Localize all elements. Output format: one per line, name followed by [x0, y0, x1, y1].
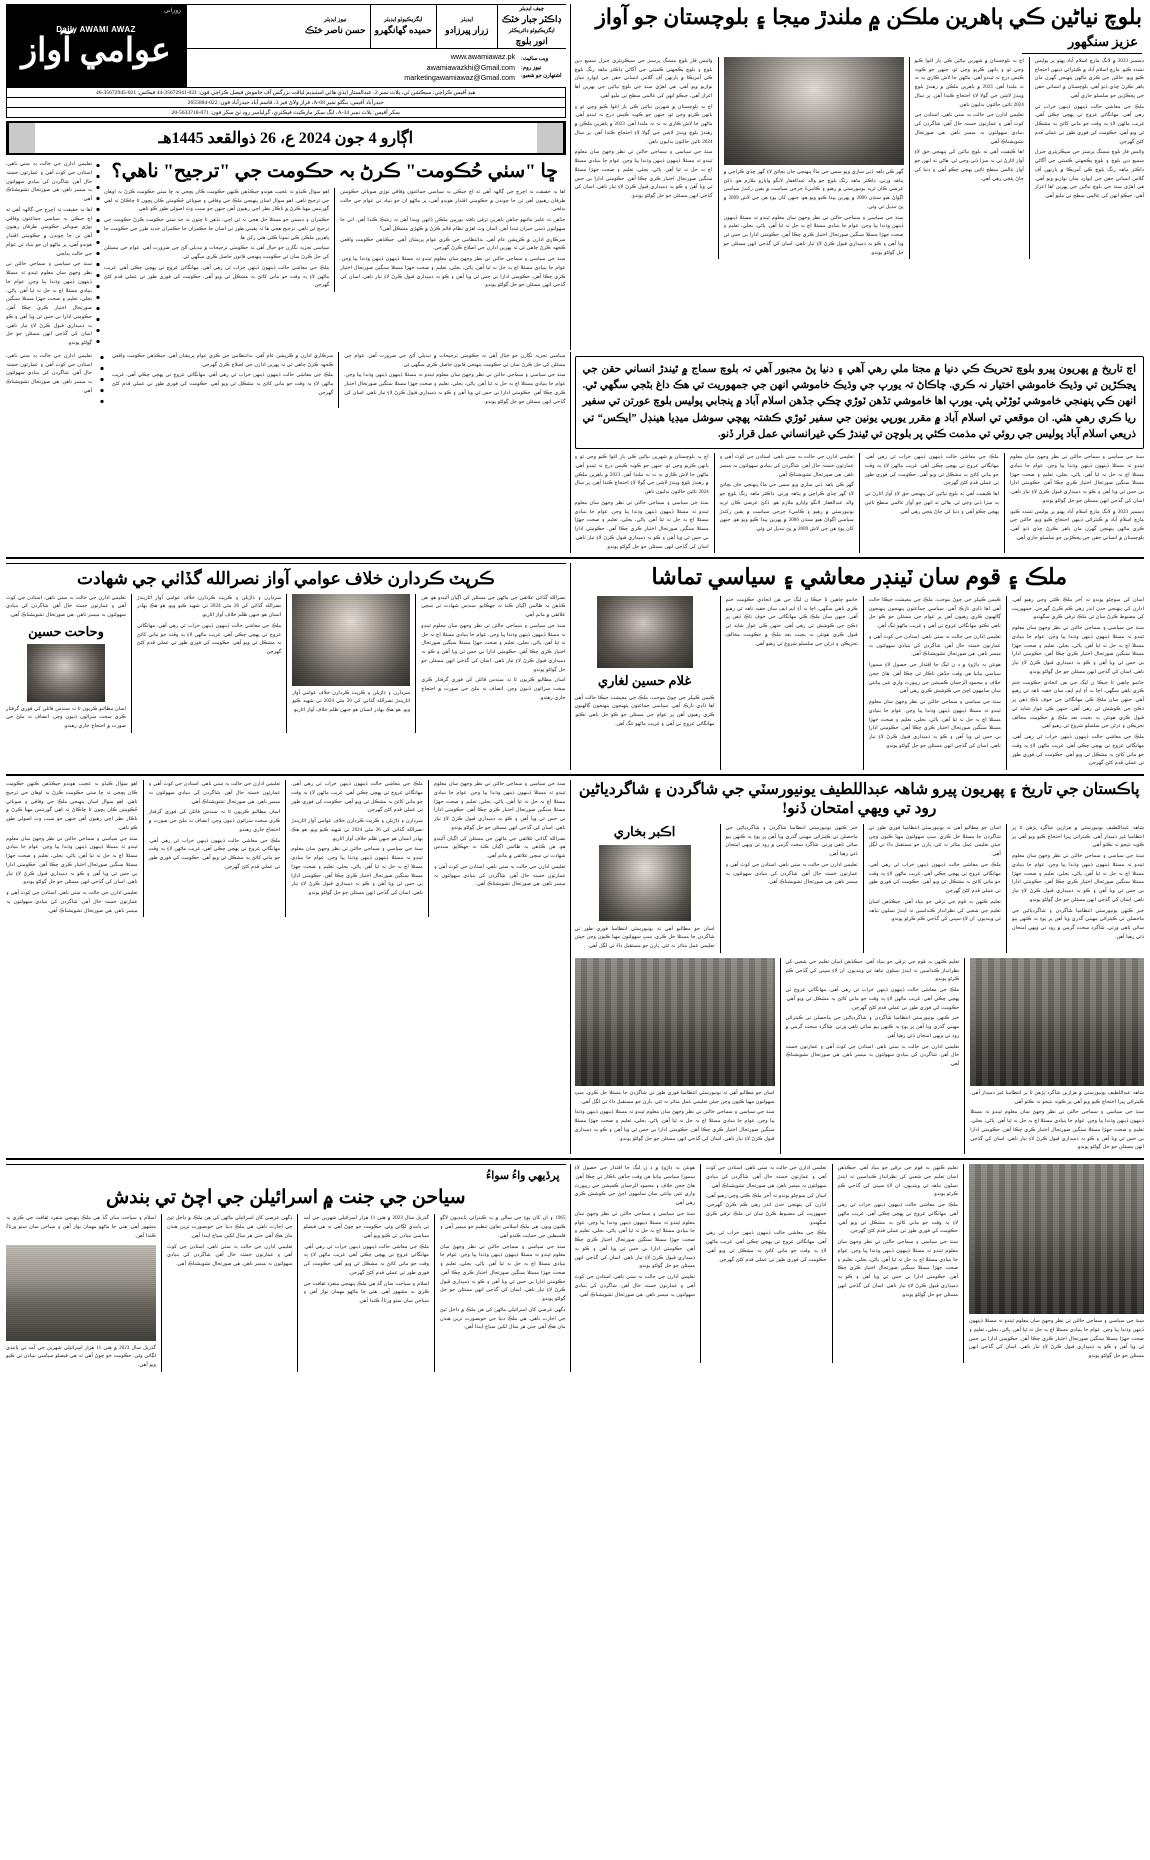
travel-photo-col: اسلام ۽ سياحت سان گڏ هي ملڪ پنهنجي منفرد ثقافت جي ڪري بہ مشهور آهي. هتي جا ماڻهو مهمان نواز آهن ۽ سياحن سان سٺو ورتاءُ ڪندا آهن. گذريل سال 2023 ۾ هتي 11 هزار اسرائيلي شهرين جي آمد تي پابندي لڳائي وئي. حڪومت جو چوڻ آهي تہ هي فيصلو سياسي بنيادن تي ڪيو ويو آهي. [5, 1215, 156, 1369]
bottom-photo-left [969, 1164, 1144, 1314]
right-continuation: سياسي تجزيہ نگارن جو خيال آهي تہ حڪومتي ترجيحات ۾ تبديلي آڻڻ جي ضرورت آهي. عوام جي مسئلن کي حل ڪرڻ سان ئي حڪومت پنهنجي قانون حاصل ڪري سگهي ٿي. سنڌ جي سياسي ۽ سماجي حالتن تي نظر وجهڻ سان معلوم ٿيندو تہ مسئلا ڏينهون ڏينهن وڌندا پيا وڃن. عوام جا بنيادي مسئلا اڄ بہ حل نہ ٿيا آهن. پاڻي، بجلي، تعليم ۽ صحت جهڙا مسئلا سنگين صورتحال اختيار ڪري چڪا آهن. حڪومتي ادارا بي حس ٿي ويا آهن ۽ ڪو بہ ذميداري قبول ڪرڻ لاءِ تيار ناهي. اسان کي گڏجي انهن مسئلن جو حل ڳولڻو پوندو. سرڪاري ادارن ۾ ڪرپشن عام آهي. بدانتظامي جي ڪري عوام پريشان آهي. جيڪڏهن حڪومت واقعي ڪجهہ ڪرڻ چاهي ٿي تہ پهرين ادارن جي اصلاح ڪرڻ گهرجي. ملڪ جي معاشي حالت ڏينهون ڏينهن خراب ٿي رهي آهي. مهانگائي عروج تي پهچي چڪي آهي. غريب ماڻهن لاءِ ٻہ وقت جو ماني کائڻ بہ مشڪل ٿي ويو آهي. حڪومت کي فوري طور تي عملي قدم کڻڻ گهرجن. تعليمي ادارن جي حالت بہ سٺي ناهي. استادن جي کوٽ آهي ۽ عمارتون خستہ حال آهن. شاگردن کي بنيادي سهولتون بہ ميسر ناهن. هي صورتحال تشويشناڪ آهي. [6, 352, 566, 409]
lead-byline: عزيز سنگهور [1068, 33, 1138, 49]
pull-quote-text: اڄ تاريخ ۾ پهريون پيرو بلوچ تحريڪ ڪي دنيا ۾ مجتا ملي رهي آهي ۽ دنيا پڻ مجبور آهي تہ بلوچ سماج ۾ ٿيندڙ انساني حقن جي ڀڃڪڙين تي وڌيڪ خاموشي اختيار نہ ڪري. چاڪاڻ تہ يورپ جي وڌيڪ خاموشي انهن جي جمهوريت تي هڪ داغ بڻجي سگهي ٿي. انهن ڪي پنهنجي خاموشي ٽوڙڻي پئي. يورپ اها خاموشي تڏهن ٽوڙي چڪي جڏهن اسلام آباد ۾ پنجابي پوليس بلوچ عورتن تي سفير ريا ڪري رهي هئي. ان موقعي تي اسلام آباد ۾ مقرر يورپي يونين جي سفير ٽوڙي ڪشتہ پهچي سوشل ميڊيا هينڊل ”ايڪس“ تي ذريعي اسلام آباد پوليس جي روئي تي مذمت ڪئي پر بلوچن تي ٿيندڙ ڪي غيرانساني عمل قرار ڏنو. [582, 363, 1136, 440]
pull-quote-box [575, 356, 1144, 449]
tender-col-1: خانمو چاهين ٿا جيڪا ن ليگ جي هن اتحادي حڪومت ختم ڪري ناهي سگهي. اچا بہ آءِ ايم ايف سان خفيہ ناهہ ٿي رهيو آهي. جنهن سان ملڪ ڪي مهانگائي جي خوف ناڪ ڏهن پر ڌڪڻ جي ڪوشش ٿي رهي آهي. جنهن ڪي عوار شايد ٿي قبول ڪري هونئن بہ بجيت بعد ملڪ ۾ حڪومت مخالف تحريڪن ۽ ڌرڻن جي سلسلو شروع ٿي رهيو آهي. [725, 596, 858, 647]
corrupt-col-2: نصرالله گڏاٺي علائقي جي ماڻهن جي مسئلن کي اڳيان آڻيندو هو. هن ڪڏهن بہ ظالمن اڳيان ڪنڌ نہ جهڪايو. سندس شهادت تي سڄي علائقي ۾ ماتم آهي. سنڌ جي سياسي ۽ سماجي حالتن تي نظر وجهڻ سان معلوم ٿيندو تہ مسئلا ڏينهون ڏينهن وڌندا پيا وڃن. عوام جا بنيادي مسئلا اڄ بہ حل نہ ٿيا آهن. پاڻي، بجلي، تعليم ۽ صحت جهڙا مسئلا سنگين صورتحال اختيار ڪري چڪا آهن. حڪومتي ادارا بي حس ٿي ويا آهن ۽ ڪو بہ ذميداري قبول ڪرڻ لاءِ تيار ناهي. اسان کي گڏجي انهن مسئلن جو حل ڳولڻو پوندو. اسان مطالبو ڪريون ٿا تہ سندس قاتلن کي فوري گرفتار ڪري سخت سزائون ڏنيون وڃن. انصاف نہ ملڻ جي صورت ۾ احتجاج جاري رهندو. [421, 594, 566, 701]
tender-photo-col: غلام حسين لغاري ڪيمن ڪيپلر جي چوڻ موجب، ملڪ جي معيشت جيڪا حالت آهي اها ڏاڍي نازڪ آهي. سياسي جماعتون پنهنجون پنهنجون ڳالهيون ڪري رهيون آهن پر عوام جي مسئلن جو ڪو حل ناهي نڪتو. مهانگائي عروج تي آهي ۽ غريب ماڻهو تنگ آهن. [575, 596, 715, 770]
date-bar-right-block [8, 123, 35, 153]
newspaper-page: بلوچ نياڻين ڪي ٻاهرين ملڪن ۾ ملندڙ ميجا ۽ بلوچستان جو آواز عزيز سنگهور ڊسمبر 2023 ۾ لانگ مارچ اسلام آباد پهتو پر پوليس تشدد ڪيو. مارچ اسلام آباد ۾ ڪيترائي ڏينهن احتجاج ڪيو ويو. حالتن جي ڪري ماڻهن پنهنجن گهرن مان ٻاهر نڪرڻ ڇڏي ڏنو آهي. بلوچستان ۾ انساني حقن جي ڀڃڪڙين جو سلسلو جاري آهي. ملڪ جي معاشي حالت ڏينهون ڏينهن خراب ٿي رهي آهي. مهانگائي عروج تي پهچي چڪي آهي. غريب ماڻهن لاءِ ٻہ وقت جو ماني کائڻ بہ مشڪل ٿي ويو آهي. حڪومت کي فوري طور تي عملي قدم کڻڻ گهرجن. وائيس فار بلوچ مسنگ پرسنز جي سيڪريٽري جنرل سميع دين بلوچ ۽ بلوچ يڪجهتي ڪميٽي جي آگاڻي ڊاڪٽر ماهہ رنگ بلوچ ڪي آمريڪا ۾ ٻارنهن آف گلاس انساني حقن جي ايوارڊ سان نوازيو ويو آهي. هي اهڙي سنڌ جي بلوچ نياڻين جي پهرين اها اعزاز آهي، جيڪو انهن کي عالمي سطح تي مليو آهي. اڄ بہ بلوچستان ۾ شهرين نياڻين ڪي ٻار اغوا ڪيو وڃي ٿو ۽ ٻانهن ڪريو وڃي ٿو، جنهن جو ڪوبہ ڪيس درج نہ ٿيندو آهي. ماڻهن جا لاش ڪاري بہ نہ نہ ملندا آهن. 2023 ۾ ٻاهرين ملڪن ۾ رهندڙ بلوچ ويندڙ لاشن جي ڳولا لاءِ احتجاج ڪندا آهن. پر سال 2024 تائين حالتون بدليون ناهن. تعليمي ادارن جي حالت بہ سٺي ناهي. استادن جي کوٽ آهي ۽ عمارتون خستہ حال آهن. شاگردن کي بنيادي سهولتون بہ ميسر ناهن. هي صورتحال تشويشناڪ آهي. اها ڪيفيت آهي ته بلوچ نياڻين کي پنهنجي حق لاءِ آواز اٿارڻ تي بہ سزا ڏني وڃي ٿي. هاڻي ته انهن جو آواز عالمي سطح تائين پهچي چڪو آهي ۽ دنيا کي ڄاڻ پئجي رهي آهي. گهر ڪي ٻاهہ ڏني سازي ويو سمي جي ماءُ پنهنجي جان بچائڻ لاءِ گهر ڇڏي ڪراچي ۾ پناهہ ورتي. ڊاڪٽر ماهہ رنگ بلوچ جو والد عبدالغفار لانگو واپارو ملازم هو. ڏکڻ عرصي ڪان ٿريد يونيورسٽي ۾ رهيو ۽ ڪاميءَ ڄرجي سياست ۾ يقين رکندڙ سياسي اڳواڻ هيو سنڌن 2006 ۾ پهرين پيدا ڪيو ويو هو. جنهن کان پوءِ هن جي لاش 2009 ۾ پڻ تبديل ٿي وئي. سنڌ جي سياسي ۽ سماجي حالتن تي نظر وجهڻ سان معلوم ٿيندو تہ مسئلا ڏينهون ڏينهن وڌندا پيا وڃن. عوام جا بنيادي مسئلا اڄ بہ حل نہ ٿيا آهن. پاڻي، بجلي، تعليم ۽ صحت جهڙا مسئلا سنگين صورتحال اختيار ڪري چڪا آهن. حڪومتي ادارا بي حس ٿي ويا آهن ۽ ڪو بہ ذميداري قبول ڪرڻ لاءِ تيار ناهي. اسان کي گڏجي انهن مسئلن جو حل ڳولڻو پوندو. وائيس فار بلوچ مسنگ پرسنز جي سيڪريٽري جنرل سميع دين بلوچ ۽ بلوچ يڪجهتي ڪميٽي جي آگاڻي ڊاڪٽر ماهہ رنگ بلوچ ڪي آمريڪا ۾ ٻارنهن آف گلاس انساني حقن جي ايوارڊ سان نوازيو ويو آهي. هي اهڙي سنڌ جي بلوچ نياڻين جي پهرين اها اعزاز آهي، جيڪو انهن کي عالمي سطح تي مليو آهي. اڄ بہ بلوچستان ۾ شهرين نياڻين ڪي ٻار اغوا ڪيو وڃي ٿو ۽ ٻانهن ڪريو وڃي ٿو، جنهن جو ڪوبہ ڪيس درج نہ ٿيندو آهي. ماڻهن جا لاش ڪاري بہ نہ نہ ملندا آهن. 2023 ۾ ٻاهرين ملڪن ۾ رهندڙ بلوچ ويندڙ لاشن جي ڳولا لاءِ احتجاج ڪندا آهن. پر سال 2024 تائين حالتون بدليون ناهن. سنڌ جي سياسي ۽ سماجي حالتن تي نظر وجهڻ سان معلوم ٿيندو تہ مسئلا ڏينهون ڏينهن وڌندا پيا وڃن. عوام جا بنيادي مسئلا اڄ بہ حل نہ ٿيا آهن. پاڻي، بجلي، تعليم ۽ صحت جهڙا مسئلا سنگين صورتحال اختيار ڪري چڪا آهن. حڪومتي ادارا بي حس ٿي ويا آهن ۽ ڪو بہ ذميداري قبول ڪرڻ لاءِ تيار ناهي. اسان کي گڏجي انهن مسئلن جو حل ڳولڻو پوندو. روزاني Daily AWAMI AWAZ عوامي آواز چيف ايڊيٽر ڊاڪٽر جبار خٽڪ ايگزيڪيوٽو ڊائريڪٽر انور بلوچ ايڊيٽر زرار پيرزادو ايگزيڪيوٽو ايڊيٽر حميده گهانگهرو نيوز ايڊيٽر حسن ناصر خٽڪ ويب سائيٽ: نيوز روم: اشتهارن جو شعبو: www.awamiawaz.pk awamiawazkhi@Gmail.com marketingawamiawaz@Gmail.com هيڊ آفيس ڪراچي: سيڪشن ٿي، پلاٽ نمبر 2، عبدالستار ايڌي هائي اسٽيڊيم لياقت بزرگس آف خاموش فيصل ڪراچي فون: 021-35672941-44 فيڪس: 021-35672945-46 حيدرآباد آفيس: بنگلو نمبر A-68، فراز ولاڻ فيز 3، قاسم آباد حيدرآباد فون: 022-2655884 سکر آفيس: پلاٽ نمبر A-34، ايگ سکر مارڪيٽ فيڪٽري، گرلياسر روڊ ٽڻ سکر فون: 071-5633718-20 اڳارو 4 جون 2024 ع، 26 ذوالقعد 1445هـ ڇا "سٺي حُڪومت" ڪرڻ بہ حڪومت جي "ترجيح" ناهي؟ اها بہ حقيقت نہ اچرج جي ڳالهہ آهي ته اڄ جيڪي بہ سياسي جماعتون وفاقي توڙي صوبائي حڪومتن طرفان رهيون آهن تن جا چوندن ۾ حڪومتي اقتدار هوندو آهي، پر ماڻهو ان جو بنياد تي عوام جي حالت بدلجي. جدّهن تہ عامر مائٺهو جدّهن ٻاهرين ترقي يافتہ يورپين ملڪن ڏانهن ويندا آهن تہ رشڪ ڪندا آهن. اتي جا سهولتون ڏسي حيران ٿيندا آهن. اسان وٽ اهڙي نظام قائم ڪرڻ ۾ ڪهڙي مشڪل آهي؟ سرڪاري ادارن ۾ ڪرپشن عام آهي. بدانتظامي جي ڪري عوام پريشان آهي. جيڪڏهن حڪومت واقعي ڪجهہ ڪرڻ چاهي ٿي تہ پهرين ادارن جي اصلاح ڪرڻ گهرجي. سنڌ جي سياسي ۽ سماجي حالتن تي نظر وجهڻ سان معلوم ٿيندو تہ مسئلا ڏينهون ڏينهن وڌندا پيا وڃن. عوام جا بنيادي مسئلا اڄ بہ حل نہ ٿيا آهن. پاڻي، بجلي، تعليم ۽ صحت جهڙا مسئلا سنگين صورتحال اختيار ڪري چڪا آهن. حڪومتي ادارا بي حس ٿي ويا آهن ۽ ڪو بہ ذميداري قبول ڪرڻ لاءِ تيار ناهي. اسان کي گڏجي انهن مسئلن جو حل ڳولڻو پوندو. اهو سوال ڪيڏو نہ عجيب هوندو جيڪڏهن ڪنهن حڪومت ڪان پڇجي تہ ڇا سٺي حڪومت ڪرڻ بہ اوهان جي ترجيح ناهي. اهو سوال اسان پنهنجي ملڪ جي وفاقي ۽ صوبائي حُڪومتن ڪان پڇون ٿا چاڪاڻ تہ اهي گورننس مهيا ڪرڻ ۾ ناڪار نظر اچي رهيون آهن جنهن جو سبب وٽ اصولي طور ڪو ناهي. حڪمران ۽ ڊسمن جو مسئلا حل هجي نہ ٿي اچي، تڏهن تا ڇٽون تہ جڏ سٺي حڪومت ڪرڻ حڪومت جي ترجيح ئي ناهي. ترجيح هجي ها تہ يقيني طور تي اسان جا حڪمران جا حڪمران جديد طرز جي حڪومت جا ٻاهرين ملڪن ڪي نمونا ڪئي هئي رکن ها. سياسي تجزيہ نگارن جو خيال آهي تہ حڪومتي ترجيحات ۾ تبديلي آڻڻ جي ضرورت آهي. عوام جي مسئلن کي حل ڪرڻ سان ئي حڪومت پنهنجي قانون حاصل ڪري سگهي ٿي. ملڪ جي معاشي حالت ڏينهون ڏينهن خراب ٿي رهي آهي. مهانگائي عروج تي پهچي چڪي آهي. غريب ماڻهن لاءِ ٻہ وقت جو ماني کائڻ بہ مشڪل ٿي ويو آهي. حڪومت کي فوري طور تي عملي قدم کڻڻ گهرجن. تعليمي ادارن جي حالت بہ سٺي ناهي. استادن جي کوٽ آهي ۽ عمارتون خستہ حال آهن. شاگردن کي بنيادي سهولتون بہ ميسر ناهن. هي صورتحال تشويشناڪ آهي. اها بہ حقيقت نہ اچرج جي ڳالهہ آهي ته اڄ جيڪي بہ سياسي جماعتون وفاقي توڙي صوبائي حڪومتن طرفان رهيون آهن تن جا چوندن ۾ حڪومتي اقتدار هوندو آهي، پر ماڻهو ان جو بنياد تي عوام جي حالت بدلجي. سنڌ جي سياسي ۽ سماجي حالتن تي نظر وجهڻ سان معلوم ٿيندو تہ مسئلا ڏينهون ڏينهن وڌندا پيا وڃن. عوام جا بنيادي مسئلا اڄ بہ حل نہ ٿيا آهن. پاڻي، بجلي، تعليم ۽ صحت جهڙا مسئلا سنگين صورتحال اختيار ڪري چڪا آهن. حڪومتي ادارا بي حس ٿي ويا آهن ۽ ڪو بہ ذميداري قبول ڪرڻ لاءِ تيار ناهي. اسان کي گڏجي انهن مسئلن جو حل ڳولڻو پوندو. اڄ تاريخ ۾ پهريون پيرو بلوچ تحريڪ ڪي دنيا ۾ مجتا ملي رهي آهي ۽ دنيا پڻ مجبور آهي تہ بلوچ سماج ۾ ٿيندڙ انساني حقن جي ڀڃڪڙين تي وڌيڪ خاموشي اختيار نہ ڪري. چاڪاڻ تہ يورپ جي وڌيڪ خاموشي انهن جي جمهوريت تي هڪ داغ بڻجي سگهي ٿي. انهن ڪي پنهنجي خاموشي ٽوڙڻي پئي. يورپ اها خاموشي تڏهن ٽوڙي چڪي جڏهن اسلام آباد ۾ پنجابي پوليس بلوچ عورتن تي سفير ريا ڪري رهي هئي. ان موقعي تي اسلام آباد ۾ مقرر يورپي يونين جي سفير ٽوڙي ڪشتہ پهچي سوشل ميڊيا هينڊل ”ايڪس“ تي ذريعي اسلام آباد پوليس جي روئي تي مذمت ڪئي پر بلوچن تي ٿيندڙ ڪي غيرانساني عمل قرار ڏنو. سنڌ جي سياسي ۽ سماجي حالتن تي نظر وجهڻ سان معلوم ٿيندو تہ مسئلا ڏينهون ڏينهن وڌندا پيا وڃن. عوام جا بنيادي مسئلا اڄ بہ حل نہ ٿيا آهن. پاڻي، بجلي، تعليم ۽ صحت جهڙا مسئلا سنگين صورتحال اختيار ڪري چڪا آهن. حڪومتي ادارا بي حس ٿي ويا آهن ۽ ڪو بہ ذميداري قبول ڪرڻ لاءِ تيار ناهي. اسان کي گڏجي انهن مسئلن جو حل ڳولڻو پوندو. ڊسمبر 2023 ۾ لانگ مارچ اسلام آباد پهتو پر پوليس تشدد ڪيو. مارچ اسلام آباد ۾ ڪيترائي ڏينهن احتجاج ڪيو ويو. حالتن جي ڪري ماڻهن پنهنجن گهرن مان ٻاهر نڪرڻ ڇڏي ڏنو آهي. بلوچستان ۾ انساني حقن جي ڀڃڪڙين جو سلسلو جاري آهي. ملڪ جي معاشي حالت ڏينهون ڏينهن خراب ٿي رهي آهي. مهانگائي عروج تي پهچي چڪي آهي. غريب ماڻهن لاءِ ٻہ وقت جو ماني کائڻ بہ مشڪل ٿي ويو آهي. حڪومت کي فوري طور تي عملي قدم کڻڻ گهرجن. اها ڪيفيت آهي ته بلوچ نياڻين کي پنهنجي حق لاءِ آواز اٿارڻ تي بہ سزا ڏني وڃي ٿي. هاڻي ته انهن جو آواز عالمي سطح تائين پهچي چڪو آهي ۽ دنيا کي ڄاڻ پئجي رهي آهي. تعليمي ادارن جي حالت بہ سٺي ناهي. استادن جي کوٽ آهي ۽ عمارتون خستہ حال آهن. شاگردن کي بنيادي سهولتون بہ ميسر ناهن. هي صورتحال تشويشناڪ آهي. گهر ڪي ٻاهہ ڏني سازي ويو سمي جي ماءُ پنهنجي جان بچائڻ لاءِ گهر ڇڏي ڪراچي ۾ پناهہ ورتي. ڊاڪٽر ماهہ رنگ بلوچ جو والد عبدالغفار لانگو واپارو ملازم هو. ڏکڻ عرصي ڪان ٿريد يونيورسٽي ۾ رهيو ۽ ڪاميءَ ڄرجي سياست ۾ يقين رکندڙ سياسي اڳواڻ هيو سنڌن 2006 ۾ پهرين پيدا ڪيو ويو هو. جنهن کان پوءِ هن جي لاش 2009 ۾ پڻ تبديل ٿي وئي. اڄ بہ بلوچستان ۾ شهرين نياڻين ڪي ٻار اغوا ڪيو وڃي ٿو ۽ ٻانهن ڪريو وڃي ٿو، جنهن جو ڪوبہ ڪيس درج نہ ٿيندو آهي. ماڻهن جا لاش ڪاري بہ نہ نہ ملندا آهن. 2023 ۾ ٻاهرين ملڪن ۾ رهندڙ بلوچ ويندڙ لاشن جي ڳولا لاءِ احتجاج ڪندا آهن. پر سال 2024 تائين حالتون بدليون ناهن. سنڌ جي سياسي ۽ سماجي حالتن تي نظر وجهڻ سان معلوم ٿيندو تہ مسئلا ڏينهون ڏينهن وڌندا پيا وڃن. عوام جا بنيادي مسئلا اڄ بہ حل نہ ٿيا آهن. پاڻي، بجلي، تعليم ۽ صحت جهڙا مسئلا سنگين صورتحال اختيار ڪري چڪا آهن. حڪومتي ادارا بي حس ٿي ويا آهن ۽ ڪو بہ ذميداري قبول ڪرڻ لاءِ تيار ناهي. اسان کي گڏجي انهن مسئلن جو حل ڳولڻو پوندو. سياسي تجزيہ نگارن جو خيال آهي تہ حڪومتي ترجيحات ۾ تبديلي آڻڻ جي ضرورت آهي. عوام جي مسئلن کي حل ڪرڻ سان ئي حڪومت پنهنجي قانون حاصل ڪري سگهي ٿي. سنڌ جي سياسي ۽ سماجي حالتن تي نظر وجهڻ سان معلوم ٿيندو تہ مسئلا ڏينهون ڏينهن وڌندا پيا وڃن. عوام جا بنيادي مسئلا اڄ بہ حل نہ ٿيا آهن. پاڻي، بجلي، تعليم ۽ صحت جهڙا مسئلا سنگين صورتحال اختيار ڪري چڪا آهن. حڪومتي ادارا بي حس ٿي ويا آهن ۽ ڪو بہ ذميداري قبول ڪرڻ لاءِ تيار ناهي. اسان کي گڏجي انهن مسئلن جو حل ڳولڻو پوندو. سرڪاري ادارن ۾ ڪرپشن عام آهي. بدانتظامي جي ڪري عوام پريشان آهي. جيڪڏهن حڪومت واقعي ڪجهہ ڪرڻ چاهي ٿي تہ پهرين ادارن جي اصلاح ڪرڻ گهرجي. ملڪ جي معاشي حالت ڏينهون ڏينهن خراب ٿي رهي آهي. مهانگائي عروج تي پهچي چڪي آهي. غريب ماڻهن لاءِ ٻہ وقت جو ماني کائڻ بہ مشڪل ٿي ويو آهي. حڪومت کي فوري طور تي عملي قدم کڻڻ گهرجن. تعليمي ادارن جي حالت بہ سٺي ناهي. استادن جي کوٽ آهي ۽ عمارتون خستہ حال آهن. شاگردن کي بنيادي سهولتون بہ ميسر ناهن. هي صورتحال تشويشناڪ آهي. ملڪ ۽ قوم سان ٽينڊر معاشي ۽ سياسي تماشا اسان کي سوچڻو پوندو تہ آخر ملڪ ڪٿي وڃي رهيو آهي. ادارن کي پنهنجي حدن اندر رهي ڪم ڪرڻ گهرجي. جمهوريت کي مضبوط ڪرڻ سان ئي ملڪ ترقي ڪري سگهندو. سنڌ جي سياسي ۽ سماجي حالتن تي نظر وجهڻ سان معلوم ٿيندو تہ مسئلا ڏينهون ڏينهن وڌندا پيا وڃن. عوام جا بنيادي مسئلا اڄ بہ حل نہ ٿيا آهن. پاڻي، بجلي، تعليم ۽ صحت جهڙا مسئلا سنگين صورتحال اختيار ڪري چڪا آهن. حڪومتي ادارا بي حس ٿي ويا آهن ۽ ڪو بہ ذميداري قبول ڪرڻ لاءِ تيار ناهي. اسان کي گڏجي انهن مسئلن جو حل ڳولڻو پوندو. خانمو چاهين ٿا جيڪا ن ليگ جي هن اتحادي حڪومت ختم ڪري ناهي سگهي. اچا بہ آءِ ايم ايف سان خفيہ ناهہ ٿي رهيو آهي. جنهن سان ملڪ ڪي مهانگائي جي خوف ناڪ ڏهن پر ڌڪڻ جي ڪوشش ٿي رهي آهي. جنهن ڪي عوار شايد ٿي قبول ڪري هونئن بہ بجيت بعد ملڪ ۾ حڪومت مخالف تحريڪن ۽ ڌرڻن جي سلسلو شروع ٿي رهيو آهي. ملڪ جي معاشي حالت ڏينهون ڏينهن خراب ٿي رهي آهي. مهانگائي عروج تي پهچي چڪي آهي. غريب ماڻهن لاءِ ٻہ وقت جو ماني کائڻ بہ مشڪل ٿي ويو آهي. حڪومت کي فوري طور تي عملي قدم کڻڻ گهرجن. ڪيمن ڪيپلر جي چوڻ موجب، ملڪ جي معيشت جيڪا حالت آهي اها ڏاڍي نازڪ آهي. سياسي جماعتون پنهنجون پنهنجون ڳالهيون ڪري رهيون آهن پر عوام جي مسئلن جو ڪو حل ناهي نڪتو. مهانگائي عروج تي آهي ۽ غريب ماڻهو تنگ آهن. تعليمي ادارن جي حالت بہ سٺي ناهي. استادن جي کوٽ آهي ۽ عمارتون خستہ حال آهن. شاگردن کي بنيادي سهولتون بہ ميسر ناهن. هي صورتحال تشويشناڪ آهي. هونئن بہ ڊاڙوءِ ۾ د ن ليگ جا اقتدار جي حصول لاءِ سمورا سياسي بيانيا هن وقت جدّهن ناڪار ٿي چڪا آهن. هاڻ ججن خلاف ۽ محمود الرحمان ڪميشن جي ريپورٽ واري نئين بيانئي سان سامهون اچڻ جي ڪوشش ڪري رهي آهي. سنڌ جي سياسي ۽ سماجي حالتن تي نظر وجهڻ سان معلوم ٿيندو تہ مسئلا ڏينهون ڏينهن وڌندا پيا وڃن. عوام جا بنيادي مسئلا اڄ بہ حل نہ ٿيا آهن. پاڻي، بجلي، تعليم ۽ صحت جهڙا مسئلا سنگين صورتحال اختيار ڪري چڪا آهن. حڪومتي ادارا بي حس ٿي ويا آهن ۽ ڪو بہ ذميداري قبول ڪرڻ لاءِ تيار ناهي. اسان کي گڏجي انهن مسئلن جو حل ڳولڻو پوندو. خانمو چاهين ٿا جيڪا ن ليگ جي هن اتحادي حڪومت ختم ڪري ناهي سگهي. اچا بہ آءِ ايم ايف سان خفيہ ناهہ ٿي رهيو آهي. جنهن سان ملڪ ڪي مهانگائي جي خوف ناڪ ڏهن پر ڌڪڻ جي ڪوشش ٿي رهي آهي. جنهن ڪي عوار شايد ٿي قبول ڪري هونئن بہ بجيت بعد ملڪ ۾ حڪومت مخالف تحريڪن ۽ ڌرڻن جي سلسلو شروع ٿي رهيو آهي. غلام حسين لغاري ڪيمن ڪيپلر جي چوڻ موجب، ملڪ جي معيشت جيڪا حالت آهي اها ڏاڍي نازڪ آهي. سياسي جماعتون پنهنجون پنهنجون ڳالهيون ڪري رهيون آهن پر عوام جي مسئلن جو ڪو حل ناهي نڪتو. مهانگائي عروج تي آهي ۽ غريب ماڻهو تنگ آهن. ڪرپٽ ڪردارن خلاف عوامي آواز نصرالله گڏاٺي جي شهادت نصرالله گڏاٺي علائقي جي ماڻهن جي مسئلن کي اڳيان آڻيندو هو. هن ڪڏهن بہ ظالمن اڳيان ڪنڌ نہ جهڪايو. سندس شهادت تي سڄي علائقي ۾ ماتم آهي. سنڌ جي سياسي ۽ سماجي حالتن تي نظر وجهڻ سان معلوم ٿيندو تہ مسئلا ڏينهون ڏينهن وڌندا پيا وڃن. عوام جا بنيادي مسئلا اڄ بہ حل نہ ٿيا آهن. پاڻي، بجلي، تعليم ۽ صحت جهڙا مسئلا سنگين صورتحال اختيار ڪري چڪا آهن. حڪومتي ادارا بي حس ٿي ويا آهن ۽ ڪو بہ ذميداري قبول ڪرڻ لاءِ تيار ناهي. اسان کي گڏجي انهن مسئلن جو حل ڳولڻو پوندو. اسان مطالبو ڪريون ٿا تہ سندس قاتلن کي فوري گرفتار ڪري سخت سزائون ڏنيون وڃن. انصاف نہ ملڻ جي صورت ۾ احتجاج جاري رهندو. سردارن ۽ ڌاڙيلن ۽ ڪرپٽ ڪردارن خلاف عوامي آواز اٿاريندڙ نصرالله گڏاٺي کي 26 مئي 2024 تي شهيد ڪيو ويو. هو هڪ بهادر انسان هو جنهن ظلم خلاف آواز اٿاريو. سردارن ۽ ڌاڙيلن ۽ ڪرپٽ ڪردارن خلاف عوامي آواز اٿاريندڙ نصرالله گڏاٺي کي 26 مئي 2024 تي شهيد ڪيو ويو. هو هڪ بهادر انسان هو جنهن ظلم خلاف آواز اٿاريو. ملڪ جي معاشي حالت ڏينهون ڏينهن خراب ٿي رهي آهي. مهانگائي عروج تي پهچي چڪي آهي. غريب ماڻهن لاءِ ٻہ وقت جو ماني کائڻ بہ مشڪل ٿي ويو آهي. حڪومت کي فوري طور تي عملي قدم کڻڻ گهرجن. تعليمي ادارن جي حالت بہ سٺي ناهي. استادن جي کوٽ آهي ۽ عمارتون خستہ حال آهن. شاگردن کي بنيادي سهولتون بہ ميسر ناهن. هي صورتحال تشويشناڪ آهي. وحاحت حسين اسان مطالبو ڪريون ٿا تہ سندس قاتلن کي فوري گرفتار ڪري سخت سزائون ڏنيون وڃن. انصاف نہ ملڻ جي صورت ۾ احتجاج جاري رهندو. پاڪستان جي تاريخ ۽ پهريون پيرو شاهہ عبداللطيف يونيورسٽي جي شاگردن ۽ شاگردياڻين رود تي ويهي امتحان ڏنو! شاهہ عبداللطيف يونيورسٽي ۾ هزارين شاگرد پڙهن ٿا پر انتظاميا غير ذميدار آهي. ڪيترائي ڀيرا احتجاج ڪيو ويو آهي پر ڪوبہ نتيجو نہ نڪتو آهي. سنڌ جي سياسي ۽ سماجي حالتن تي نظر وجهڻ سان معلوم ٿيندو تہ مسئلا ڏينهون ڏينهن وڌندا پيا وڃن. عوام جا بنيادي مسئلا اڄ بہ حل نہ ٿيا آهن. پاڻي، بجلي، تعليم ۽ صحت جهڙا مسئلا سنگين صورتحال اختيار ڪري چڪا آهن. حڪومتي ادارا بي حس ٿي ويا آهن ۽ ڪو بہ ذميداري قبول ڪرڻ لاءِ تيار ناهي. اسان کي گڏجي انهن مسئلن جو حل ڳولڻو پوندو. خبر ڪنهن يونيورسٽي انتظاميا شاگردن ۽ شاگردياڻين جي ماحصلن تي ڪيترائي مهيني گذري ويا آهن پر پوءِ بہ ڪنهن ٻيو سائي ناهي ورتي. شاگرد سخت گرمي ۾ رود تي ويهي امتحان ڏئي رهيا آهن. اسان جو مطالبو آهي تہ يونيورسٽي انتظاميا فوري طور تي شاگردن جا مسئلا حل ڪري. سڀ سهولتون مهيا ڪيون وڃن جيئن تعليمي عمل متاثر نہ ٿئي. ٻارن جو مستقبل داءَ تي لڳل آهي. ملڪ جي معاشي حالت ڏينهون ڏينهن خراب ٿي رهي آهي. مهانگائي عروج تي پهچي چڪي آهي. غريب ماڻهن لاءِ ٻہ وقت جو ماني کائڻ بہ مشڪل ٿي ويو آهي. حڪومت کي فوري طور تي عملي قدم کڻڻ گهرجن. تعليم ڪنهن بہ قوم جي ترقي جو بنياد آهي. جيڪڏهن اسان تعليم جي شعبي کي نظرانداز ڪنداسين تہ ايندڙ نسلون تباهہ ٿي وينديون. ان لاءِ سڀني کي گڏجي ڪم ڪرڻو پوندو. خبر ڪنهن يونيورسٽي انتظاميا شاگردن ۽ شاگردياڻين جي ماحصلن تي ڪيترائي مهيني گذري ويا آهن پر پوءِ بہ ڪنهن ٻيو سائي ناهي ورتي. شاگرد سخت گرمي ۾ رود تي ويهي امتحان ڏئي رهيا آهن. تعليمي ادارن جي حالت بہ سٺي ناهي. استادن جي کوٽ آهي ۽ عمارتون خستہ حال آهن. شاگردن کي بنيادي سهولتون بہ ميسر ناهن. هي صورتحال تشويشناڪ آهي. اڪبر بخاري اسان جو مطالبو آهي تہ يونيورسٽي انتظاميا فوري طور تي شاگردن جا مسئلا حل ڪري. سڀ سهولتون مهيا ڪيون وڃن جيئن تعليمي عمل متاثر نہ ٿئي. ٻارن جو مستقبل داءَ تي لڳل آهي. شاهہ عبداللطيف يونيورسٽي ۾ هزارين شاگرد پڙهن ٿا پر انتظاميا غير ذميدار آهي. ڪيترائي ڀيرا احتجاج ڪيو ويو آهي پر ڪوبہ نتيجو نہ نڪتو آهي. سنڌ جي سياسي ۽ سماجي حالتن تي نظر وجهڻ سان معلوم ٿيندو تہ مسئلا ڏينهون ڏينهن وڌندا پيا وڃن. عوام جا بنيادي مسئلا اڄ بہ حل نہ ٿيا آهن. پاڻي، بجلي، تعليم ۽ صحت جهڙا مسئلا سنگين صورتحال اختيار ڪري چڪا آهن. حڪومتي ادارا بي حس ٿي ويا آهن ۽ ڪو بہ ذميداري قبول ڪرڻ لاءِ تيار ناهي. اسان کي گڏجي انهن مسئلن جو حل ڳولڻو پوندو. تعليم ڪنهن بہ قوم جي ترقي جو بنياد آهي. جيڪڏهن اسان تعليم جي شعبي کي نظرانداز ڪنداسين تہ ايندڙ نسلون تباهہ ٿي وينديون. ان لاءِ سڀني کي گڏجي ڪم ڪرڻو پوندو. ملڪ جي معاشي حالت ڏينهون ڏينهن خراب ٿي رهي آهي. مهانگائي عروج تي پهچي چڪي آهي. غريب ماڻهن لاءِ ٻہ وقت جو ماني کائڻ بہ مشڪل ٿي ويو آهي. حڪومت کي فوري طور تي عملي قدم کڻڻ گهرجن. خبر ڪنهن يونيورسٽي انتظاميا شاگردن ۽ شاگردياڻين جي ماحصلن تي ڪيترائي مهيني گذري ويا آهن پر پوءِ بہ ڪنهن ٻيو سائي ناهي ورتي. شاگرد سخت گرمي ۾ رود تي ويهي امتحان ڏئي رهيا آهن. تعليمي ادارن جي حالت بہ سٺي ناهي. استادن جي کوٽ آهي ۽ عمارتون خستہ حال آهن. شاگردن کي بنيادي سهولتون بہ ميسر ناهن. هي صورتحال تشويشناڪ آهي. اسان جو مطالبو آهي تہ يونيورسٽي انتظاميا فوري طور تي شاگردن جا مسئلا حل ڪري. سڀ سهولتون مهيا ڪيون وڃن جيئن تعليمي عمل متاثر نہ ٿئي. ٻارن جو مستقبل داءَ تي لڳل آهي. سنڌ جي سياسي ۽ سماجي حالتن تي نظر وجهڻ سان معلوم ٿيندو تہ مسئلا ڏينهون ڏينهن وڌندا پيا وڃن. عوام جا بنيادي مسئلا اڄ بہ حل نہ ٿيا آهن. پاڻي، بجلي، تعليم ۽ صحت جهڙا مسئلا سنگين صورتحال اختيار ڪري چڪا آهن. حڪومتي ادارا بي حس ٿي ويا آهن ۽ ڪو بہ ذميداري قبول ڪرڻ لاءِ تيار ناهي. اسان کي گڏجي انهن مسئلن جو حل ڳولڻو پوندو. سنڌ جي سياسي ۽ سماجي حالتن تي نظر وجهڻ سان معلوم ٿيندو تہ مسئلا ڏينهون ڏينهن وڌندا پيا وڃن. عوام جا بنيادي مسئلا اڄ بہ حل نہ ٿيا آهن. پاڻي، بجلي، تعليم ۽ صحت جهڙا مسئلا سنگين صورتحال اختيار ڪري چڪا آهن. حڪومتي ادارا بي حس ٿي ويا آهن ۽ ڪو بہ ذميداري قبول ڪرڻ لاءِ تيار ناهي. اسان کي گڏجي انهن مسئلن جو حل ڳولڻو پوندو. نصرالله گڏاٺي علائقي جي ماڻهن جي مسئلن کي اڳيان آڻيندو هو. هن ڪڏهن بہ ظالمن اڳيان ڪنڌ نہ جهڪايو. سندس شهادت تي سڄي علائقي ۾ ماتم آهي. تعليمي ادارن جي حالت بہ سٺي ناهي. استادن جي کوٽ آهي ۽ عمارتون خستہ حال آهن. شاگردن کي بنيادي سهولتون بہ ميسر ناهن. هي صورتحال تشويشناڪ آهي. ملڪ جي معاشي حالت ڏينهون ڏينهن خراب ٿي رهي آهي. مهانگائي عروج تي پهچي چڪي آهي. غريب ماڻهن لاءِ ٻہ وقت جو ماني کائڻ بہ مشڪل ٿي ويو آهي. حڪومت کي فوري طور تي عملي قدم کڻڻ گهرجن. سردارن ۽ ڌاڙيلن ۽ ڪرپٽ ڪردارن خلاف عوامي آواز اٿاريندڙ نصرالله گڏاٺي کي 26 مئي 2024 تي شهيد ڪيو ويو. هو هڪ بهادر انسان هو جنهن ظلم خلاف آواز اٿاريو. سنڌ جي سياسي ۽ سماجي حالتن تي نظر وجهڻ سان معلوم ٿيندو تہ مسئلا ڏينهون ڏينهن وڌندا پيا وڃن. عوام جا بنيادي مسئلا اڄ بہ حل نہ ٿيا آهن. پاڻي، بجلي، تعليم ۽ صحت جهڙا مسئلا سنگين صورتحال اختيار ڪري چڪا آهن. حڪومتي ادارا بي حس ٿي ويا آهن ۽ ڪو بہ ذميداري قبول ڪرڻ لاءِ تيار ناهي. اسان کي گڏجي انهن مسئلن جو حل ڳولڻو پوندو. تعليمي ادارن جي حالت بہ سٺي ناهي. استادن جي کوٽ آهي ۽ عمارتون خستہ حال آهن. شاگردن کي بنيادي سهولتون بہ ميسر ناهن. هي صورتحال تشويشناڪ آهي. اسان مطالبو ڪريون ٿا تہ سندس قاتلن کي فوري گرفتار ڪري سخت سزائون ڏنيون وڃن. انصاف نہ ملڻ جي صورت ۾ احتجاج جاري رهندو. ملڪ جي معاشي حالت ڏينهون ڏينهن خراب ٿي رهي آهي. مهانگائي عروج تي پهچي چڪي آهي. غريب ماڻهن لاءِ ٻہ وقت جو ماني کائڻ بہ مشڪل ٿي ويو آهي. حڪومت کي فوري طور تي عملي قدم کڻڻ گهرجن. اهو سوال ڪيڏو نہ عجيب هوندو جيڪڏهن ڪنهن حڪومت ڪان پڇجي تہ ڇا سٺي حڪومت ڪرڻ بہ اوهان جي ترجيح ناهي. اهو سوال اسان پنهنجي ملڪ جي وفاقي ۽ صوبائي حُڪومتن ڪان پڇون ٿا چاڪاڻ تہ اهي گورننس مهيا ڪرڻ ۾ ناڪار نظر اچي رهيون آهن جنهن جو سبب وٽ اصولي طور ڪو ناهي. سنڌ جي سياسي ۽ سماجي حالتن تي نظر وجهڻ سان معلوم ٿيندو تہ مسئلا ڏينهون ڏينهن وڌندا پيا وڃن. عوام جا بنيادي مسئلا اڄ بہ حل نہ ٿيا آهن. پاڻي، بجلي، تعليم ۽ صحت جهڙا مسئلا سنگين صورتحال اختيار ڪري چڪا آهن. حڪومتي ادارا بي حس ٿي ويا آهن ۽ ڪو بہ ذميداري قبول ڪرڻ لاءِ تيار ناهي. اسان کي گڏجي انهن مسئلن جو حل ڳولڻو پوندو. تعليمي ادارن جي حالت بہ سٺي ناهي. استادن جي کوٽ آهي ۽ عمارتون خستہ حال آهن. شاگردن کي بنيادي سهولتون بہ ميسر ناهن. هي صورتحال تشويشناڪ آهي. سنڌ جي سياسي ۽ سماجي حالتن تي نظر وجهڻ سان معلوم ٿيندو تہ مسئلا ڏينهون ڏينهن وڌندا پيا وڃن. عوام جا بنيادي مسئلا اڄ بہ حل نہ ٿيا آهن. پاڻي، بجلي، تعليم ۽ صحت جهڙا مسئلا سنگين صورتحال اختيار ڪري چڪا آهن. حڪومتي ادارا بي حس ٿي ويا آهن ۽ ڪو بہ ذميداري قبول ڪرڻ لاءِ تيار ناهي. اسان کي گڏجي انهن مسئلن جو حل ڳولڻو پوندو. تعليم ڪنهن بہ قوم جي ترقي جو بنياد آهي. جيڪڏهن اسان تعليم جي شعبي کي نظرانداز ڪنداسين تہ ايندڙ نسلون تباهہ ٿي وينديون. ان لاءِ سڀني کي گڏجي ڪم ڪرڻو پوندو. ملڪ جي معاشي حالت ڏينهون ڏينهن خراب ٿي رهي آهي. مهانگائي عروج تي پهچي چڪي آهي. غريب ماڻهن لاءِ ٻہ وقت جو ماني کائڻ بہ مشڪل ٿي ويو آهي. حڪومت کي فوري طور تي عملي قدم کڻڻ گهرجن. سنڌ جي سياسي ۽ سماجي حالتن تي نظر وجهڻ سان معلوم ٿيندو تہ مسئلا ڏينهون ڏينهن وڌندا پيا وڃن. عوام جا بنيادي مسئلا اڄ بہ حل نہ ٿيا آهن. پاڻي، بجلي، تعليم ۽ صحت جهڙا مسئلا سنگين صورتحال اختيار ڪري چڪا آهن. حڪومتي ادارا بي حس ٿي ويا آهن ۽ ڪو بہ ذميداري قبول ڪرڻ لاءِ تيار ناهي. اسان کي گڏجي انهن مسئلن جو حل ڳولڻو پوندو. تعليمي ادارن جي حالت بہ سٺي ناهي. استادن جي کوٽ آهي ۽ عمارتون خستہ حال آهن. شاگردن کي بنيادي سهولتون بہ ميسر ناهن. هي صورتحال تشويشناڪ آهي. اسان کي سوچڻو پوندو تہ آخر ملڪ ڪٿي وڃي رهيو آهي. ادارن کي پنهنجي حدن اندر رهي ڪم ڪرڻ گهرجي. جمهوريت کي مضبوط ڪرڻ سان ئي ملڪ ترقي ڪري سگهندو. ملڪ جي معاشي حالت ڏينهون ڏينهن خراب ٿي رهي آهي. مهانگائي عروج تي پهچي چڪي آهي. غريب ماڻهن لاءِ ٻہ وقت جو ماني کائڻ بہ مشڪل ٿي ويو آهي. حڪومت کي فوري طور تي عملي قدم کڻڻ گهرجن. هونئن بہ ڊاڙوءِ ۾ د ن ليگ جا اقتدار جي حصول لاءِ سمورا سياسي بيانيا هن وقت جدّهن ناڪار ٿي چڪا آهن. هاڻ ججن خلاف ۽ محمود الرحمان ڪميشن جي ريپورٽ واري نئين بيانئي سان سامهون اچڻ جي ڪوشش ڪري رهي آهي. سنڌ جي سياسي ۽ سماجي حالتن تي نظر وجهڻ سان معلوم ٿيندو تہ مسئلا ڏينهون ڏينهن وڌندا پيا وڃن. عوام جا بنيادي مسئلا اڄ بہ حل نہ ٿيا آهن. پاڻي، بجلي، تعليم ۽ صحت جهڙا مسئلا سنگين صورتحال اختيار ڪري چڪا آهن. حڪومتي ادارا بي حس ٿي ويا آهن ۽ ڪو بہ ذميداري قبول ڪرڻ لاءِ تيار ناهي. اسان کي گڏجي انهن مسئلن جو حل ڳولڻو پوندو. تعليمي ادارن جي حالت بہ سٺي ناهي. استادن جي کوٽ آهي ۽ عمارتون خستہ حال آهن. شاگردن کي بنيادي سهولتون بہ ميسر ناهن. هي صورتحال تشويشناڪ آهي. پرڏيهي واءُ سواءُ سياحن جي جنت ۾ اسرائيلن جي اچڻ تي بندش 1965 ۽ ان کان پوءِ جي سالن ۾ بہ ڪيترائي پابنديون لاڳو ڪيون ويون. هي ملڪ اسلامي تعاون تنظيم جو ميمبر آهي ۽ فلسطين جي حمايت ڪندو آهي. سنڌ جي سياسي ۽ سماجي حالتن تي نظر وجهڻ سان معلوم ٿيندو تہ مسئلا ڏينهون ڏينهن وڌندا پيا وڃن. عوام جا بنيادي مسئلا اڄ بہ حل نہ ٿيا آهن. پاڻي، بجلي، تعليم ۽ صحت جهڙا مسئلا سنگين صورتحال اختيار ڪري چڪا آهن. حڪومتي ادارا بي حس ٿي ويا آهن ۽ ڪو بہ ذميداري قبول ڪرڻ لاءِ تيار ناهي. اسان کي گڏجي انهن مسئلن جو حل ڳولڻو پوندو. ڊگهي عرصي کان اسرائيلي ماڻهن کي هن ملڪ ۾ داخل ٿيڻ جي اجازت ناهي. هي ملڪ دنيا جي خوبصورت ترين هنڌن مان هڪ آهي جتي هر سال لکين سياح ايندا آهن. گذريل سال 2023 ۾ هتي 11 هزار اسرائيلي شهرين جي آمد تي پابندي لڳائي وئي. حڪومت جو چوڻ آهي تہ هي فيصلو سياسي بنيادن تي ڪيو ويو آهي. ملڪ جي معاشي حالت ڏينهون ڏينهن خراب ٿي رهي آهي. مهانگائي عروج تي پهچي چڪي آهي. غريب ماڻهن لاءِ ٻہ وقت جو ماني کائڻ بہ مشڪل ٿي ويو آهي. حڪومت کي فوري طور تي عملي قدم کڻڻ گهرجن. اسلام ۽ سياحت سان گڏ هي ملڪ پنهنجي منفرد ثقافت جي ڪري بہ مشهور آهي. هتي جا ماڻهو مهمان نواز آهن ۽ سياحن سان سٺو ورتاءُ ڪندا آهن. ڊگهي عرصي کان اسرائيلي ماڻهن کي هن ملڪ ۾ داخل ٿيڻ جي اجازت ناهي. هي ملڪ دنيا جي خوبصورت ترين هنڌن مان هڪ آهي جتي هر سال لکين سياح ايندا آهن. تعليمي ادارن جي حالت بہ سٺي ناهي. استادن جي کوٽ آهي ۽ عمارتون خستہ حال آهن. شاگردن کي بنيادي سهولتون بہ ميسر ناهن. هي صورتحال تشويشناڪ آهي. اسلام ۽ سياحت سان گڏ هي ملڪ پنهنجي منفرد ثقافت جي ڪري بہ مشهور آهي. هتي جا ماڻهو مهمان نواز آهن ۽ سياحن سان سٺو ورتاءُ ڪندا آهن. گذريل سال 2023 ۾ هتي 11 هزار اسرائيلي شهرين جي آمد تي پابندي لڳائي وئي. حڪومت جو چوڻ آهي تہ هي فيصلو سياسي بنيادن تي ڪيو ويو آهي. [0, 0, 1150, 1860]
shah-col-3: شاهہ عبداللطيف يونيورسٽي ۾ هزارين شاگرد پڙهن ٿا پر انتظاميا غير ذميدار آهي. ڪيترائي ڀيرا احتجاج ڪيو ويو آهي پر ڪوبہ نتيجو نہ نڪتو آهي. سنڌ جي سياسي ۽ سماجي حالتن تي نظر وجهڻ سان معلوم ٿيندو تہ مسئلا ڏينهون ڏينهن وڌندا پيا وڃن. عوام جا بنيادي مسئلا اڄ بہ حل نہ ٿيا آهن. پاڻي، بجلي، تعليم ۽ صحت جهڙا مسئلا سنگين صورتحال اختيار ڪري چڪا آهن. حڪومتي ادارا بي حس ٿي ويا آهن ۽ ڪو بہ ذميداري قبول ڪرڻ لاءِ تيار ناهي. اسان کي گڏجي انهن مسئلن جو حل ڳولڻو پوندو. خبر ڪنهن يونيورسٽي انتظاميا شاگردن ۽ شاگردياڻين جي ماحصلن تي ڪيترائي مهيني گذري ويا آهن پر پوءِ بہ ڪنهن ٻيو سائي ناهي ورتي. شاگرد سخت گرمي ۾ رود تي ويهي امتحان ڏئي رهيا آهن. [1011, 824, 1144, 940]
shah-headline: پاڪستان جي تاريخ ۽ پهريون پيرو شاهہ عبداللطيف يونيورسٽي جي شاگردن ۽ شاگردياڻين رود تي ويهي امتحان ڏنو! [578, 781, 1140, 818]
shah-article: پاڪستان جي تاريخ ۽ پهريون پيرو شاهہ عبداللطيف يونيورسٽي جي شاگردن ۽ شاگردياڻين رود تي ويهي امتحان ڏنو! شاهہ عبداللطيف يونيورسٽي ۾ هزارين شاگرد پڙهن ٿا پر انتظاميا غير ذميدار آهي. ڪيترائي ڀيرا احتجاج ڪيو ويو آهي پر ڪوبہ نتيجو نہ نڪتو آهي. سنڌ جي سياسي ۽ سماجي حالتن تي نظر وجهڻ سان معلوم ٿيندو تہ مسئلا ڏينهون ڏينهن وڌندا پيا وڃن. عوام جا بنيادي مسئلا اڄ بہ حل نہ ٿيا آهن. پاڻي، بجلي، تعليم ۽ صحت جهڙا مسئلا سنگين صورتحال اختيار ڪري چڪا آهن. حڪومتي ادارا بي حس ٿي ويا آهن ۽ ڪو بہ ذميداري قبول ڪرڻ لاءِ تيار ناهي. اسان کي گڏجي انهن مسئلن جو حل ڳولڻو پوندو. خبر ڪنهن يونيورسٽي انتظاميا شاگردن ۽ شاگردياڻين جي ماحصلن تي ڪيترائي مهيني گذري ويا آهن پر پوءِ بہ ڪنهن ٻيو سائي ناهي ورتي. شاگرد سخت گرمي ۾ رود تي ويهي امتحان ڏئي رهيا آهن. اسان جو مطالبو آهي تہ يونيورسٽي انتظاميا فوري طور تي شاگردن جا مسئلا حل ڪري. سڀ سهولتون مهيا ڪيون وڃن جيئن تعليمي عمل متاثر نہ ٿئي. ٻارن جو مستقبل داءَ تي لڳل آهي. ملڪ جي معاشي حالت ڏينهون ڏينهن خراب ٿي رهي آهي. مهانگائي عروج تي پهچي چڪي آهي. غريب ماڻهن لاءِ ٻہ وقت جو ماني کائڻ بہ مشڪل ٿي ويو آهي. حڪومت کي فوري طور تي عملي قدم کڻڻ گهرجن. تعليم ڪنهن بہ قوم جي ترقي جو بنياد آهي. جيڪڏهن اسان تعليم جي شعبي کي نظرانداز ڪنداسين تہ ايندڙ نسلون تباهہ ٿي وينديون. ان لاءِ سڀني کي گڏجي ڪم ڪرڻو پوندو. خبر ڪنهن يونيورسٽي انتظاميا شاگردن ۽ شاگردياڻين جي ماحصلن تي ڪيترائي مهيني گذري ويا آهن پر پوءِ بہ ڪنهن ٻيو سائي ناهي ورتي. شاگرد سخت گرمي ۾ رود تي ويهي امتحان ڏئي رهيا آهن. تعليمي ادارن جي حالت بہ سٺي ناهي. استادن جي کوٽ آهي ۽ عمارتون خستہ حال آهن. شاگردن کي بنيادي سهولتون بہ ميسر ناهن. هي صورتحال تشويشناڪ آهي. اڪبر بخاري اسان جو مطالبو آهي تہ يونيورسٽي انتظاميا فوري طور تي شاگردن جا مسئلا حل ڪري. سڀ سهولتون مهيا ڪيون وڃن جيئن تعليمي عمل متاثر نہ ٿئي. ٻارن جو مستقبل داءَ تي لڳل آهي. شاهہ عبداللطيف يونيورسٽي ۾ هزارين شاگرد پڙهن ٿا پر انتظاميا غير ذميدار آهي. ڪيترائي ڀيرا احتجاج ڪيو ويو آهي پر ڪوبہ نتيجو نہ نڪتو آهي. سنڌ جي سياسي ۽ سماجي حالتن تي نظر وجهڻ سان معلوم ٿيندو تہ مسئلا ڏينهون ڏينهن وڌندا پيا وڃن. عوام جا بنيادي مسئلا اڄ بہ حل نہ ٿيا آهن. پاڻي، بجلي، تعليم ۽ صحت جهڙا مسئلا سنگين صورتحال اختيار ڪري چڪا آهن. حڪومتي ادارا بي حس ٿي ويا آهن ۽ ڪو بہ ذميداري قبول ڪرڻ لاءِ تيار ناهي. اسان کي گڏجي انهن مسئلن جو حل ڳولڻو پوندو. تعليم ڪنهن بہ قوم جي ترقي جو بنياد آهي. جيڪڏهن اسان تعليم جي شعبي کي نظرانداز ڪنداسين تہ ايندڙ نسلون تباهہ ٿي وينديون. ان لاءِ سڀني کي گڏجي ڪم ڪرڻو پوندو. ملڪ جي معاشي حالت ڏينهون ڏينهن خراب ٿي رهي آهي. مهانگائي عروج تي پهچي چڪي آهي. غريب ماڻهن لاءِ ٻہ وقت جو ماني کائڻ بہ مشڪل ٿي ويو آهي. حڪومت کي فوري طور تي عملي قدم کڻڻ گهرجن. خبر ڪنهن يونيورسٽي انتظاميا شاگردن ۽ شاگردياڻين جي ماحصلن تي ڪيترائي مهيني گذري ويا آهن پر پوءِ بہ ڪنهن ٻيو سائي ناهي ورتي. شاگرد سخت گرمي ۾ رود تي ويهي امتحان ڏئي رهيا آهن. تعليمي ادارن جي حالت بہ سٺي ناهي. استادن جي کوٽ آهي ۽ عمارتون خستہ حال آهن. شاگردن کي بنيادي سهولتون بہ ميسر ناهن. هي صورتحال تشويشناڪ آهي. اسان جو مطالبو آهي تہ يونيورسٽي انتظاميا فوري طور تي شاگردن جا مسئلا حل ڪري. سڀ سهولتون مهيا ڪيون وڃن جيئن تعليمي عمل متاثر نہ ٿئي. ٻارن جو مستقبل داءَ تي لڳل آهي. سنڌ جي سياسي ۽ سماجي حالتن تي نظر وجهڻ سان معلوم ٿيندو تہ مسئلا ڏينهون ڏينهن وڌندا پيا وڃن. عوام جا بنيادي مسئلا اڄ بہ حل نہ ٿيا آهن. پاڻي، بجلي، تعليم ۽ صحت جهڙا مسئلا سنگين صورتحال اختيار ڪري چڪا آهن. حڪومتي ادارا بي حس ٿي ويا آهن ۽ ڪو بہ ذميداري قبول ڪرڻ لاءِ تيار ناهي. اسان کي گڏجي انهن مسئلن جو حل ڳولڻو پوندو. [575, 780, 1144, 1154]
corrupt-author-photo [27, 644, 105, 702]
lead-story [575, 4, 1144, 259]
newspaper-logo [6, 4, 186, 88]
office-sukkur: سکر آفيس: پلاٽ نمبر A-34، ايگ سکر مارڪيٽ فيڪٽري، گرلياسر روڊ ٽڻ سکر فون: 071-5633718-20 [171, 109, 400, 116]
lead-col-1: وائيس فار بلوچ مسنگ پرسنز جي سيڪريٽري جنرل سميع دين بلوچ ۽ بلوچ يڪجهتي ڪميٽي جي آگاڻي ڊاڪٽر ماهہ رنگ بلوچ ڪي آمريڪا ۾ ٻارنهن آف گلاس انساني حقن جي ايوارڊ سان نوازيو ويو آهي. هي اهڙي سنڌ جي بلوچ نياڻين جي پهرين اها اعزاز آهي، جيڪو انهن کي عالمي سطح تي مليو آهي. اڄ بہ بلوچستان ۾ شهرين نياڻين ڪي ٻار اغوا ڪيو وڃي ٿو ۽ ٻانهن ڪريو وڃي ٿو، جنهن جو ڪوبہ ڪيس درج نہ ٿيندو آهي. ماڻهن جا لاش ڪاري بہ نہ نہ ملندا آهن. 2023 ۾ ٻاهرين ملڪن ۾ رهندڙ بلوچ ويندڙ لاشن جي ڳولا لاءِ احتجاج ڪندا آهن. پر سال 2024 تائين حالتون بدليون ناهن. سنڌ جي سياسي ۽ سماجي حالتن تي نظر وجهڻ سان معلوم ٿيندو تہ مسئلا ڏينهون ڏينهن وڌندا پيا وڃن. عوام جا بنيادي مسئلا اڄ بہ حل نہ ٿيا آهن. پاڻي، بجلي، تعليم ۽ صحت جهڙا مسئلا سنگين صورتحال اختيار ڪري چڪا آهن. حڪومتي ادارا بي حس ٿي ويا آهن ۽ ڪو بہ ذميداري قبول ڪرڻ لاءِ تيار ناهي. اسان کي گڏجي انهن مسئلن جو حل ڳولڻو پوندو. [574, 57, 713, 200]
tender-byline: غلام حسين لغاري [597, 672, 692, 688]
office-karachi: هيڊ آفيس ڪراچي: سيڪشن ٿي، پلاٽ نمبر 2، عبدالستار ايڌي هائي اسٽيڊيم لياقت بزرگس آف خاموش فيصل ڪراچي فون: 021-35672941-44 فيڪس: 021-35672945-46 [7, 88, 565, 98]
students-photo-left [970, 958, 1144, 1086]
date-line: اڳارو 4 جون 2024 ع، 26 ذوالقعد 1445هـ [158, 130, 414, 147]
lead-photo-col: گهر ڪي ٻاهہ ڏني سازي ويو سمي جي ماءُ پنهنجي جان بچائڻ لاءِ گهر ڇڏي ڪراچي ۾ پناهہ ورتي. ڊاڪٽر ماهہ رنگ بلوچ جو والد عبدالغفار لانگو واپارو ملازم هو. ڏکڻ عرصي ڪان ٿريد يونيورسٽي ۾ رهيو ۽ ڪاميءَ ڄرجي سياست ۾ يقين رکندڙ سياسي اڳواڻ هيو سنڌن 2006 ۾ پهرين پيدا ڪيو ويو هو. جنهن کان پوءِ هن جي لاش 2009 ۾ پڻ تبديل ٿي وئي. سنڌ جي سياسي ۽ سماجي حالتن تي نظر وجهڻ سان معلوم ٿيندو تہ مسئلا ڏينهون ڏينهن وڌندا پيا وڃن. عوام جا بنيادي مسئلا اڄ بہ حل نہ ٿيا آهن. پاڻي، بجلي، تعليم ۽ صحت جهڙا مسئلا سنگين صورتحال اختيار ڪري چڪا آهن. حڪومتي ادارا بي حس ٿي ويا آهن ۽ ڪو بہ ذميداري قبول ڪرڻ لاءِ تيار ناهي. اسان کي گڏجي انهن مسئلن جو حل ڳولڻو پوندو. [724, 57, 904, 260]
lead-photo [724, 57, 904, 165]
corrupt-article [6, 563, 566, 733]
corrupt-headline: ڪرپٽ ڪردارن خلاف عوامي آواز نصرالله گڏاٺي جي شهادت [77, 569, 495, 589]
travel-col-2: گذريل سال 2023 ۾ هتي 11 هزار اسرائيلي شهرين جي آمد تي پابندي لڳائي وئي. حڪومت جو چوڻ آهي تہ هي فيصلو سياسي بنيادن تي ڪيو ويو آهي. ملڪ جي معاشي حالت ڏينهون ڏينهن خراب ٿي رهي آهي. مهانگائي عروج تي پهچي چڪي آهي. غريب ماڻهن لاءِ ٻہ وقت جو ماني کائڻ بہ مشڪل ٿي ويو آهي. حڪومت کي فوري طور تي عملي قدم کڻڻ گهرجن. اسلام ۽ سياحت سان گڏ هي ملڪ پنهنجي منفرد ثقافت جي ڪري بہ مشهور آهي. هتي جا ماڻهو مهمان نواز آهن ۽ سياحن سان سٺو ورتاءُ ڪندا آهن. [303, 1215, 430, 1305]
corrupt-subject-photo [292, 594, 410, 686]
tender-author-photo [597, 596, 693, 668]
travel-landscape-photo [6, 1245, 156, 1341]
travel-article [6, 1164, 566, 1372]
date-bar [6, 121, 566, 155]
shah-col-1: خبر ڪنهن يونيورسٽي انتظاميا شاگردن ۽ شاگردياڻين جي ماحصلن تي ڪيترائي مهيني گذري ويا آهن پر پوءِ بہ ڪنهن ٻيو سائي ناهي ورتي. شاگرد سخت گرمي ۾ رود تي ويهي امتحان ڏئي رهيا آهن. تعليمي ادارن جي حالت بہ سٺي ناهي. استادن جي کوٽ آهي ۽ عمارتون خستہ حال آهن. شاگردن کي بنيادي سهولتون بہ ميسر ناهن. هي صورتحال تشويشناڪ آهي. [725, 824, 858, 886]
right-lower: سنڌ جي سياسي ۽ سماجي حالتن تي نظر وجهڻ سان معلوم ٿيندو تہ مسئلا ڏينهون ڏينهن وڌندا پيا وڃن. عوام جا بنيادي مسئلا اڄ بہ حل نہ ٿيا آهن. پاڻي، بجلي، تعليم ۽ صحت جهڙا مسئلا سنگين صورتحال اختيار ڪري چڪا آهن. حڪومتي ادارا بي حس ٿي ويا آهن ۽ ڪو بہ ذميداري قبول ڪرڻ لاءِ تيار ناهي. اسان کي گڏجي انهن مسئلن جو حل ڳولڻو پوندو. نصرالله گڏاٺي علائقي جي ماڻهن جي مسئلن کي اڳيان آڻيندو هو. هن ڪڏهن بہ ظالمن اڳيان ڪنڌ نہ جهڪايو. سندس شهادت تي سڄي علائقي ۾ ماتم آهي. تعليمي ادارن جي حالت بہ سٺي ناهي. استادن جي کوٽ آهي ۽ عمارتون خستہ حال آهن. شاگردن کي بنيادي سهولتون بہ ميسر ناهن. هي صورتحال تشويشناڪ آهي. ملڪ جي معاشي حالت ڏينهون ڏينهن خراب ٿي رهي آهي. مهانگائي عروج تي پهچي چڪي آهي. غريب ماڻهن لاءِ ٻہ وقت جو ماني کائڻ بہ مشڪل ٿي ويو آهي. حڪومت کي فوري طور تي عملي قدم کڻڻ گهرجن. سردارن ۽ ڌاڙيلن ۽ ڪرپٽ ڪردارن خلاف عوامي آواز اٿاريندڙ نصرالله گڏاٺي کي 26 مئي 2024 تي شهيد ڪيو ويو. هو هڪ بهادر انسان هو جنهن ظلم خلاف آواز اٿاريو. سنڌ جي سياسي ۽ سماجي حالتن تي نظر وجهڻ سان معلوم ٿيندو تہ مسئلا ڏينهون ڏينهن وڌندا پيا وڃن. عوام جا بنيادي مسئلا اڄ بہ حل نہ ٿيا آهن. پاڻي، بجلي، تعليم ۽ صحت جهڙا مسئلا سنگين صورتحال اختيار ڪري چڪا آهن. حڪومتي ادارا بي حس ٿي ويا آهن ۽ ڪو بہ ذميداري قبول ڪرڻ لاءِ تيار ناهي. اسان کي گڏجي انهن مسئلن جو حل ڳولڻو پوندو. تعليمي ادارن جي حالت بہ سٺي ناهي. استادن جي کوٽ آهي ۽ عمارتون خستہ حال آهن. شاگردن کي بنيادي سهولتون بہ ميسر ناهن. هي صورتحال تشويشناڪ آهي. اسان مطالبو ڪريون ٿا تہ سندس قاتلن کي فوري گرفتار ڪري سخت سزائون ڏنيون وڃن. انصاف نہ ملڻ جي صورت ۾ احتجاج جاري رهندو. ملڪ جي معاشي حالت ڏينهون ڏينهن خراب ٿي رهي آهي. مهانگائي عروج تي پهچي چڪي آهي. غريب ماڻهن لاءِ ٻہ وقت جو ماني کائڻ بہ مشڪل ٿي ويو آهي. حڪومت کي فوري طور تي عملي قدم کڻڻ گهرجن. اهو سوال ڪيڏو نہ عجيب هوندو جيڪڏهن ڪنهن حڪومت ڪان پڇجي تہ ڇا سٺي حڪومت ڪرڻ بہ اوهان جي ترجيح ناهي. اهو سوال اسان پنهنجي ملڪ جي وفاقي ۽ صوبائي حُڪومتن ڪان پڇون ٿا چاڪاڻ تہ اهي گورننس مهيا ڪرڻ ۾ ناڪار نظر اچي رهيون آهن جنهن جو سبب وٽ اصولي طور ڪو ناهي. سنڌ جي سياسي ۽ سماجي حالتن تي نظر وجهڻ سان معلوم ٿيندو تہ مسئلا ڏينهون ڏينهن وڌندا پيا وڃن. عوام جا بنيادي مسئلا اڄ بہ حل نہ ٿيا آهن. پاڻي، بجلي، تعليم ۽ صحت جهڙا مسئلا سنگين صورتحال اختيار ڪري چڪا آهن. حڪومتي ادارا بي حس ٿي ويا آهن ۽ ڪو بہ ذميداري قبول ڪرڻ لاءِ تيار ناهي. اسان کي گڏجي انهن مسئلن جو حل ڳولڻو پوندو. تعليمي ادارن جي حالت بہ سٺي ناهي. استادن جي کوٽ آهي ۽ عمارتون خستہ حال آهن. شاگردن کي بنيادي سهولتون بہ ميسر ناهن. هي صورتحال تشويشناڪ آهي. [6, 780, 566, 917]
shah-lower-col: تعليم ڪنهن بہ قوم جي ترقي جو بنياد آهي. جيڪڏهن اسان تعليم جي شعبي کي نظرانداز ڪنداسين تہ ايندڙ نسلون تباهہ ٿي وينديون. ان لاءِ سڀني کي گڏجي ڪم ڪرڻو پوندو. ملڪ جي معاشي حالت ڏينهون ڏينهن خراب ٿي رهي آهي. مهانگائي عروج تي پهچي چڪي آهي. غريب ماڻهن لاءِ ٻہ وقت جو ماني کائڻ بہ مشڪل ٿي ويو آهي. حڪومت کي فوري طور تي عملي قدم کڻڻ گهرجن. خبر ڪنهن يونيورسٽي انتظاميا شاگردن ۽ شاگردياڻين جي ماحصلن تي ڪيترائي مهيني گذري ويا آهن پر پوءِ بہ ڪنهن ٻيو سائي ناهي ورتي. شاگرد سخت گرمي ۾ رود تي ويهي امتحان ڏئي رهيا آهن. تعليمي ادارن جي حالت بہ سٺي ناهي. استادن جي کوٽ آهي ۽ عمارتون خستہ حال آهن. شاگردن کي بنيادي سهولتون بہ ميسر ناهن. هي صورتحال تشويشناڪ آهي. [785, 958, 960, 1068]
students-photo-right [575, 958, 775, 1086]
tender-col-2: ڪيمن ڪيپلر جي چوڻ موجب، ملڪ جي معيشت جيڪا حالت آهي اها ڏاڍي نازڪ آهي. سياسي جماعتون پنهنجون پنهنجون ڳالهيون ڪري رهيون آهن پر عوام جي مسئلن جو ڪو حل ناهي نڪتو. مهانگائي عروج تي آهي ۽ غريب ماڻهو تنگ آهن. تعليمي ادارن جي حالت بہ سٺي ناهي. استادن جي کوٽ آهي ۽ عمارتون خستہ حال آهن. شاگردن کي بنيادي سهولتون بہ ميسر ناهن. هي صورتحال تشويشناڪ آهي. هونئن بہ ڊاڙوءِ ۾ د ن ليگ جا اقتدار جي حصول لاءِ سمورا سياسي بيانيا هن وقت جدّهن ناڪار ٿي چڪا آهن. هاڻ ججن خلاف ۽ محمود الرحمان ڪميشن جي ريپورٽ واري نئين بيانئي سان سامهون اچڻ جي ڪوشش ڪري رهي آهي. سنڌ جي سياسي ۽ سماجي حالتن تي نظر وجهڻ سان معلوم ٿيندو تہ مسئلا ڏينهون ڏينهن وڌندا پيا وڃن. عوام جا بنيادي مسئلا اڄ بہ حل نہ ٿيا آهن. پاڻي، بجلي، تعليم ۽ صحت جهڙا مسئلا سنگين صورتحال اختيار ڪري چڪا آهن. حڪومتي ادارا بي حس ٿي ويا آهن ۽ ڪو بہ ذميداري قبول ڪرڻ لاءِ تيار ناهي. اسان کي گڏجي انهن مسئلن جو حل ڳولڻو پوندو. [868, 596, 1001, 749]
corrupt-author-col: تعليمي ادارن جي حالت بہ سٺي ناهي. استادن جي کوٽ آهي ۽ عمارتون خستہ حال آهن. شاگردن کي بنيادي سهولتون بہ ميسر ناهن. هي صورتحال تشويشناڪ آهي. وحاحت حسين اسان مطالبو ڪريون ٿا تہ سندس قاتلن کي فوري گرفتار ڪري سخت سزائون ڏنيون وڃن. انصاف نہ ملڻ جي صورت ۾ احتجاج جاري رهندو. [5, 594, 126, 730]
staff-exec-editor: ايگزيڪيوٽو ايڊيٽر حميده گهانگهرو [370, 5, 436, 48]
logo-corner-mark: روزاني [163, 8, 181, 14]
contact-block [186, 49, 566, 88]
logo-sindhi-name: عوامي آواز [21, 32, 171, 69]
ads-email[interactable]: marketingawamiawaz@Gmail.com [404, 73, 516, 83]
shah-col-2: اسان جو مطالبو آهي تہ يونيورسٽي انتظاميا فوري طور تي شاگردن جا مسئلا حل ڪري. سڀ سهولتون مهيا ڪيون وڃن جيئن تعليمي عمل متاثر نہ ٿئي. ٻارن جو مستقبل داءَ تي لڳل آهي. ملڪ جي معاشي حالت ڏينهون ڏينهن خراب ٿي رهي آهي. مهانگائي عروج تي پهچي چڪي آهي. غريب ماڻهن لاءِ ٻہ وقت جو ماني کائڻ بہ مشڪل ٿي ويو آهي. حڪومت کي فوري طور تي عملي قدم کڻڻ گهرجن. تعليم ڪنهن بہ قوم جي ترقي جو بنياد آهي. جيڪڏهن اسان تعليم جي شعبي کي نظرانداز ڪنداسين تہ ايندڙ نسلون تباهہ ٿي وينديون. ان لاءِ سڀني کي گڏجي ڪم ڪرڻو پوندو. [868, 824, 1001, 923]
corrupt-byline: وحاحت حسين [28, 623, 104, 639]
column-dot-separator [95, 160, 101, 350]
date-bar-left-block [537, 123, 564, 153]
staff-news-editor: نيوز ايڊيٽر حسن ناصر خٽڪ [305, 17, 366, 35]
travel-headline: سياحن جي جنت ۾ اسرائيلن جي اچڻ تي بندش [105, 1186, 466, 1208]
newsroom-email[interactable]: awamiawazkhi@Gmail.com [426, 62, 516, 72]
travel-kicker: پرڏيهي واءُ سواءُ [486, 1170, 560, 1183]
good-govt-sidecol: تعليمي ادارن جي حالت بہ سٺي ناهي. استادن جي کوٽ آهي ۽ عمارتون خستہ حال آهن. شاگردن کي بنيادي سهولتون بہ ميسر ناهن. هي صورتحال تشويشناڪ آهي. اها بہ حقيقت نہ اچرج جي ڳالهہ آهي ته اڄ جيڪي بہ سياسي جماعتون وفاقي توڙي صوبائي حڪومتن طرفان رهيون آهن تن جا چوندن ۾ حڪومتي اقتدار هوندو آهي، پر ماڻهو ان جو بنياد تي عوام جي حالت بدلجي. سنڌ جي سياسي ۽ سماجي حالتن تي نظر وجهڻ سان معلوم ٿيندو تہ مسئلا ڏينهون ڏينهن وڌندا پيا وڃن. عوام جا بنيادي مسئلا اڄ بہ حل نہ ٿيا آهن. پاڻي، بجلي، تعليم ۽ صحت جهڙا مسئلا سنگين صورتحال اختيار ڪري چڪا آهن. حڪومتي ادارا بي حس ٿي ويا آهن ۽ ڪو بہ ذميداري قبول ڪرڻ لاءِ تيار ناهي. اسان کي گڏجي انهن مسئلن جو حل ڳولڻو پوندو. [5, 161, 92, 346]
label-website: ويب سائيٽ: [521, 56, 549, 63]
travel-col-3: 1965 ۽ ان کان پوءِ جي سالن ۾ بہ ڪيترائي پابنديون لاڳو ڪيون ويون. هي ملڪ اسلامي تعاون تنظيم جو ميمبر آهي ۽ فلسطين جي حمايت ڪندو آهي. سنڌ جي سياسي ۽ سماجي حالتن تي نظر وجهڻ سان معلوم ٿيندو تہ مسئلا ڏينهون ڏينهن وڌندا پيا وڃن. عوام جا بنيادي مسئلا اڄ بہ حل نہ ٿيا آهن. پاڻي، بجلي، تعليم ۽ صحت جهڙا مسئلا سنگين صورتحال اختيار ڪري چڪا آهن. حڪومتي ادارا بي حس ٿي ويا آهن ۽ ڪو بہ ذميداري قبول ڪرڻ لاءِ تيار ناهي. اسان کي گڏجي انهن مسئلن جو حل ڳولڻو پوندو. ڊگهي عرصي کان اسرائيلي ماڻهن کي هن ملڪ ۾ داخل ٿيڻ جي اجازت ناهي. هي ملڪ دنيا جي خوبصورت ترين هنڌن مان هڪ آهي جتي هر سال لکين سياح ايندا آهن. [440, 1215, 566, 1331]
corrupt-col-1: سردارن ۽ ڌاڙيلن ۽ ڪرپٽ ڪردارن خلاف عوامي آواز اٿاريندڙ نصرالله گڏاٺي کي 26 مئي 2024 تي شهيد ڪيو ويو. هو هڪ بهادر انسان هو جنهن ظلم خلاف آواز اٿاريو. ملڪ جي معاشي حالت ڏينهون ڏينهن خراب ٿي رهي آهي. مهانگائي عروج تي پهچي چڪي آهي. غريب ماڻهن لاءِ ٻہ وقت جو ماني کائڻ بہ مشڪل ٿي ويو آهي. حڪومت کي فوري طور تي عملي قدم کڻڻ گهرجن. [136, 594, 282, 656]
lead-col-4: ڊسمبر 2023 ۾ لانگ مارچ اسلام آباد پهتو پر پوليس تشدد ڪيو. مارچ اسلام آباد ۾ ڪيترائي ڏينهن احتجاج ڪيو ويو. حالتن جي ڪري ماڻهن پنهنجن گهرن مان ٻاهر نڪرڻ ڇڏي ڏنو آهي. بلوچستان ۾ انساني حقن جي ڀڃڪڙين جو سلسلو جاري آهي. ملڪ جي معاشي حالت ڏينهون ڏينهن خراب ٿي رهي آهي. مهانگائي عروج تي پهچي چڪي آهي. غريب ماڻهن لاءِ ٻہ وقت جو ماني کائڻ بہ مشڪل ٿي ويو آهي. حڪومت کي فوري طور تي عملي قدم کڻڻ گهرجن. وائيس فار بلوچ مسنگ پرسنز جي سيڪريٽري جنرل سميع دين بلوچ ۽ بلوچ يڪجهتي ڪميٽي جي آگاڻي ڊاڪٽر ماهہ رنگ بلوچ ڪي آمريڪا ۾ ٻارنهن آف گلاس انساني حقن جي ايوارڊ سان نوازيو ويو آهي. هي اهڙي سنڌ جي بلوچ نياڻين جي پهرين اها اعزاز آهي، جيڪو انهن کي عالمي سطح تي مليو آهي. [1034, 57, 1144, 200]
corrupt-photo-col: سردارن ۽ ڌاڙيلن ۽ ڪرپٽ ڪردارن خلاف عوامي آواز اٿاريندڙ نصرالله گڏاٺي کي 26 مئي 2024 تي شهيد ڪيو ويو. هو هڪ بهادر انسان هو جنهن ظلم خلاف آواز اٿاريو. [292, 594, 410, 733]
label-newsroom: نيوز روم: [521, 64, 542, 71]
lead-col-3: اڄ بہ بلوچستان ۾ شهرين نياڻين ڪي ٻار اغوا ڪيو وڃي ٿو ۽ ٻانهن ڪريو وڃي ٿو، جنهن جو ڪوبہ ڪيس درج نہ ٿيندو آهي. ماڻهن جا لاش ڪاري بہ نہ نہ ملندا آهن. 2023 ۾ ٻاهرين ملڪن ۾ رهندڙ بلوچ ويندڙ لاشن جي ڳولا لاءِ احتجاج ڪندا آهن. پر سال 2024 تائين حالتون بدليون ناهن. تعليمي ادارن جي حالت بہ سٺي ناهي. استادن جي کوٽ آهي ۽ عمارتون خستہ حال آهن. شاگردن کي بنيادي سهولتون بہ ميسر ناهن. هي صورتحال تشويشناڪ آهي. اها ڪيفيت آهي ته بلوچ نياڻين کي پنهنجي حق لاءِ آواز اٿارڻ تي بہ سزا ڏني وڃي ٿي. هاڻي ته انهن جو آواز عالمي سطح تائين پهچي چڪو آهي ۽ دنيا کي ڄاڻ پئجي رهي آهي. [914, 57, 1024, 182]
shah-photo-col: اڪبر بخاري اسان جو مطالبو آهي تہ يونيورسٽي انتظاميا فوري طور تي شاگردن جا مسئلا حل ڪري. سڀ سهولتون مهيا ڪيون وڃن جيئن تعليمي عمل متاثر نہ ٿئي. ٻارن جو مستقبل داءَ تي لڳل آهي. [574, 823, 715, 950]
tender-headline: ملڪ ۽ قوم سان ٽينڊر معاشي ۽ سياسي تماشا [651, 564, 1067, 590]
label-ads: اشتهارن جو شعبو: [521, 73, 562, 80]
shah-author-photo [599, 845, 691, 921]
good-govt-headline: ڇا "سٺي حُڪومت" ڪرڻ بہ حڪومت جي "ترجيح" ناهي؟ [111, 161, 558, 182]
shah-byline: اڪبر بخاري [613, 823, 676, 839]
tender-col-3: اسان کي سوچڻو پوندو تہ آخر ملڪ ڪٿي وڃي رهيو آهي. ادارن کي پنهنجي حدن اندر رهي ڪم ڪرڻ گهرجي. جمهوريت کي مضبوط ڪرڻ سان ئي ملڪ ترقي ڪري سگهندو. سنڌ جي سياسي ۽ سماجي حالتن تي نظر وجهڻ سان معلوم ٿيندو تہ مسئلا ڏينهون ڏينهن وڌندا پيا وڃن. عوام جا بنيادي مسئلا اڄ بہ حل نہ ٿيا آهن. پاڻي، بجلي، تعليم ۽ صحت جهڙا مسئلا سنگين صورتحال اختيار ڪري چڪا آهن. حڪومتي ادارا بي حس ٿي ويا آهن ۽ ڪو بہ ذميداري قبول ڪرڻ لاءِ تيار ناهي. اسان کي گڏجي انهن مسئلن جو حل ڳولڻو پوندو. خانمو چاهين ٿا جيڪا ن ليگ جي هن اتحادي حڪومت ختم ڪري ناهي سگهي. اچا بہ آءِ ايم ايف سان خفيہ ناهہ ٿي رهيو آهي. جنهن سان ملڪ ڪي مهانگائي جي خوف ناڪ ڏهن پر ڌڪڻ جي ڪوشش ٿي رهي آهي. جنهن ڪي عوار شايد ٿي قبول ڪري هونئن بہ بجيت بعد ملڪ ۾ حڪومت مخالف تحريڪن ۽ ڌرڻن جي سلسلو شروع ٿي رهيو آهي. ملڪ جي معاشي حالت ڏينهون ڏينهن خراب ٿي رهي آهي. مهانگائي عروج تي پهچي چڪي آهي. غريب ماڻهن لاءِ ٻہ وقت جو ماني کائڻ بہ مشڪل ٿي ويو آهي. حڪومت کي فوري طور تي عملي قدم کڻڻ گهرجن. [1011, 596, 1144, 767]
staff-editor: ايڊيٽر زرار پيرزادو [436, 5, 497, 48]
good-govt-col-1: اهو سوال ڪيڏو نہ عجيب هوندو جيڪڏهن ڪنهن حڪومت ڪان پڇجي تہ ڇا سٺي حڪومت ڪرڻ بہ اوهان جي ترجيح ناهي. اهو سوال اسان پنهنجي ملڪ جي وفاقي ۽ صوبائي حُڪومتن ڪان پڇون ٿا چاڪاڻ تہ اهي گورننس مهيا ڪرڻ ۾ ناڪار نظر اچي رهيون آهن جنهن جو سبب وٽ اصولي طور ڪو ناهي. حڪمران ۽ ڊسمن جو مسئلا حل هجي نہ ٿي اچي، تڏهن تا ڇٽون تہ جڏ سٺي حڪومت ڪرڻ حڪومت جي ترجيح ئي ناهي. ترجيح هجي ها تہ يقيني طور تي اسان جا حڪمران جا حڪمران جديد طرز جي حڪومت جا ٻاهرين ملڪن ڪي نمونا ڪئي هئي رکن ها. سياسي تجزيہ نگارن جو خيال آهي تہ حڪومتي ترجيحات ۾ تبديلي آڻڻ جي ضرورت آهي. عوام جي مسئلن کي حل ڪرڻ سان ئي حڪومت پنهنجي قانون حاصل ڪري سگهي ٿي. ملڪ جي معاشي حالت ڏينهون ڏينهن خراب ٿي رهي آهي. مهانگائي عروج تي پهچي چڪي آهي. غريب ماڻهن لاءِ ٻہ وقت جو ماني کائڻ بہ مشڪل ٿي ويو آهي. حڪومت کي فوري طور تي عملي قدم کڻڻ گهرجن. [103, 188, 330, 289]
travel-col-1: ڊگهي عرصي کان اسرائيلي ماڻهن کي هن ملڪ ۾ داخل ٿيڻ جي اجازت ناهي. هي ملڪ دنيا جي خوبصورت ترين هنڌن مان هڪ آهي جتي هر سال لکين سياح ايندا آهن. تعليمي ادارن جي حالت بہ سٺي ناهي. استادن جي کوٽ آهي ۽ عمارتون خستہ حال آهن. شاگردن کي بنيادي سهولتون بہ ميسر ناهن. هي صورتحال تشويشناڪ آهي. [166, 1215, 293, 1268]
logo-english-name: Daily AWAMI AWAZ [56, 24, 136, 34]
staff-chief-editor: چيف ايڊيٽر ڊاڪٽر جبار خٽڪ ايگزيڪيوٽو ڊائريڪٽر انور بلوچ [497, 5, 566, 48]
masthead [6, 4, 566, 350]
office-hyderabad: حيدرآباد آفيس: بنگلو نمبر A-68، فراز ولاڻ فيز 3، قاسم آباد حيدرآباد فون: 022-2655884 [7, 98, 565, 108]
lead-headline: بلوچ نياڻين ڪي ٻاهرين ملڪن ۾ ملندڙ ميجا ۽ بلوچستان جو آواز [595, 5, 1142, 29]
tender-article [575, 563, 1144, 770]
good-govt-col-2: اها بہ حقيقت نہ اچرج جي ڳالهہ آهي ته اڄ جيڪي بہ سياسي جماعتون وفاقي توڙي صوبائي حڪومتن طرفان رهيون آهن تن جا چوندن ۾ حڪومتي اقتدار هوندو آهي، پر ماڻهو ان جو بنياد تي عوام جي حالت بدلجي. جدّهن تہ عامر مائٺهو جدّهن ٻاهرين ترقي يافتہ يورپين ملڪن ڏانهن ويندا آهن تہ رشڪ ڪندا آهن. اتي جا سهولتون ڏسي حيران ٿيندا آهن. اسان وٽ اهڙي نظام قائم ڪرڻ ۾ ڪهڙي مشڪل آهي؟ سرڪاري ادارن ۾ ڪرپشن عام آهي. بدانتظامي جي ڪري عوام پريشان آهي. جيڪڏهن حڪومت واقعي ڪجهہ ڪرڻ چاهي ٿي تہ پهرين ادارن جي اصلاح ڪرڻ گهرجي. سنڌ جي سياسي ۽ سماجي حالتن تي نظر وجهڻ سان معلوم ٿيندو تہ مسئلا ڏينهون ڏينهن وڌندا پيا وڃن. عوام جا بنيادي مسئلا اڄ بہ حل نہ ٿيا آهن. پاڻي، بجلي، تعليم ۽ صحت جهڙا مسئلا سنگين صورتحال اختيار ڪري چڪا آهن. حڪومتي ادارا بي حس ٿي ويا آهن ۽ ڪو بہ ذميداري قبول ڪرڻ لاءِ تيار ناهي. اسان کي گڏجي انهن مسئلن جو حل ڳولڻو پوندو. [340, 188, 566, 289]
bottom-left: سنڌ جي سياسي ۽ سماجي حالتن تي نظر وجهڻ سان معلوم ٿيندو تہ مسئلا ڏينهون ڏينهن وڌندا پيا وڃن. عوام جا بنيادي مسئلا اڄ بہ حل نہ ٿيا آهن. پاڻي، بجلي، تعليم ۽ صحت جهڙا مسئلا سنگين صورتحال اختيار ڪري چڪا آهن. حڪومتي ادارا بي حس ٿي ويا آهن ۽ ڪو بہ ذميداري قبول ڪرڻ لاءِ تيار ناهي. اسان کي گڏجي انهن مسئلن جو حل ڳولڻو پوندو. تعليم ڪنهن بہ قوم جي ترقي جو بنياد آهي. جيڪڏهن اسان تعليم جي شعبي کي نظرانداز ڪنداسين تہ ايندڙ نسلون تباهہ ٿي وينديون. ان لاءِ سڀني کي گڏجي ڪم ڪرڻو پوندو. ملڪ جي معاشي حالت ڏينهون ڏينهن خراب ٿي رهي آهي. مهانگائي عروج تي پهچي چڪي آهي. غريب ماڻهن لاءِ ٻہ وقت جو ماني کائڻ بہ مشڪل ٿي ويو آهي. حڪومت کي فوري طور تي عملي قدم کڻڻ گهرجن. سنڌ جي سياسي ۽ سماجي حالتن تي نظر وجهڻ سان معلوم ٿيندو تہ مسئلا ڏينهون ڏينهن وڌندا پيا وڃن. عوام جا بنيادي مسئلا اڄ بہ حل نہ ٿيا آهن. پاڻي، بجلي، تعليم ۽ صحت جهڙا مسئلا سنگين صورتحال اختيار ڪري چڪا آهن. حڪومتي ادارا بي حس ٿي ويا آهن ۽ ڪو بہ ذميداري قبول ڪرڻ لاءِ تيار ناهي. اسان کي گڏجي انهن مسئلن جو حل ڳولڻو پوندو. تعليمي ادارن جي حالت بہ سٺي ناهي. استادن جي کوٽ آهي ۽ عمارتون خستہ حال آهن. شاگردن کي بنيادي سهولتون بہ ميسر ناهن. هي صورتحال تشويشناڪ آهي. اسان کي سوچڻو پوندو تہ آخر ملڪ ڪٿي وڃي رهيو آهي. ادارن کي پنهنجي حدن اندر رهي ڪم ڪرڻ گهرجي. جمهوريت کي مضبوط ڪرڻ سان ئي ملڪ ترقي ڪري سگهندو. ملڪ جي معاشي حالت ڏينهون ڏينهن خراب ٿي رهي آهي. مهانگائي عروج تي پهچي چڪي آهي. غريب ماڻهن لاءِ ٻہ وقت جو ماني کائڻ بہ مشڪل ٿي ويو آهي. حڪومت کي فوري طور تي عملي قدم کڻڻ گهرجن. هونئن بہ ڊاڙوءِ ۾ د ن ليگ جا اقتدار جي حصول لاءِ سمورا سياسي بيانيا هن وقت جدّهن ناڪار ٿي چڪا آهن. هاڻ ججن خلاف ۽ محمود الرحمان ڪميشن جي ريپورٽ واري نئين بيانئي سان سامهون اچڻ جي ڪوشش ڪري رهي آهي. سنڌ جي سياسي ۽ سماجي حالتن تي نظر وجهڻ سان معلوم ٿيندو تہ مسئلا ڏينهون ڏينهن وڌندا پيا وڃن. عوام جا بنيادي مسئلا اڄ بہ حل نہ ٿيا آهن. پاڻي، بجلي، تعليم ۽ صحت جهڙا مسئلا سنگين صورتحال اختيار ڪري چڪا آهن. حڪومتي ادارا بي حس ٿي ويا آهن ۽ ڪو بہ ذميداري قبول ڪرڻ لاءِ تيار ناهي. اسان کي گڏجي انهن مسئلن جو حل ڳولڻو پوندو. تعليمي ادارن جي حالت بہ سٺي ناهي. استادن جي کوٽ آهي ۽ عمارتون خستہ حال آهن. شاگردن کي بنيادي سهولتون بہ ميسر ناهن. هي صورتحال تشويشناڪ آهي. [575, 1164, 1144, 1363]
office-addresses [6, 88, 566, 118]
website-url[interactable]: www.awamiawaz.pk [450, 51, 516, 61]
